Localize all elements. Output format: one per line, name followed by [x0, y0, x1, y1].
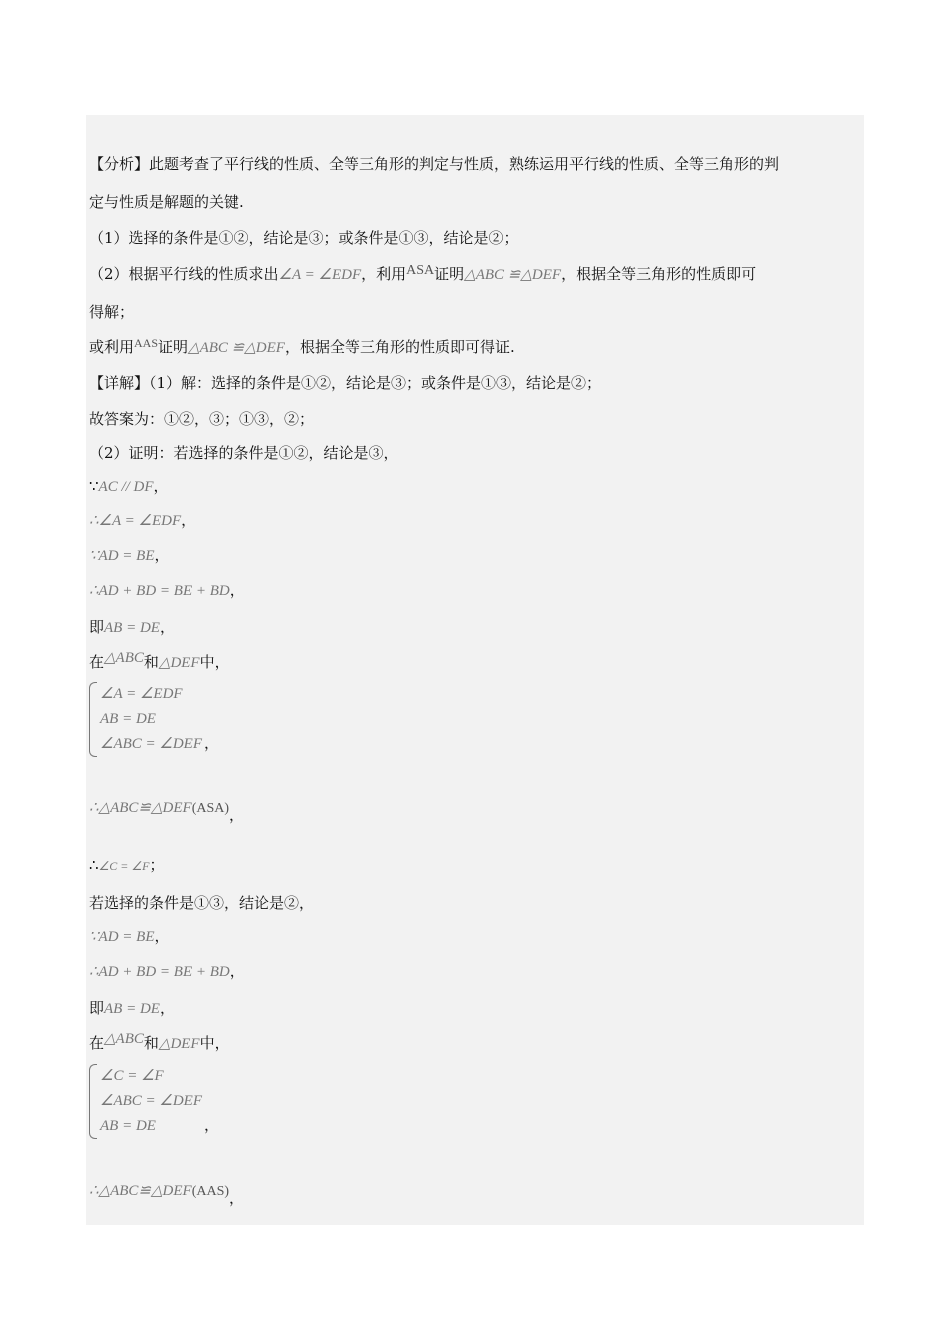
system-row: ∠C = ∠F: [100, 1068, 164, 1084]
detail-line-2: 故答案为：①②，③；①③，②；: [89, 410, 315, 428]
text: 或利用: [89, 338, 135, 356]
rule-label: (ASA): [191, 801, 230, 816]
text: ，: [229, 962, 245, 980]
text: ，: [229, 581, 245, 599]
system-row: AB = DE: [100, 1118, 156, 1134]
math-expression: △ABC: [104, 1031, 144, 1047]
text: ，: [181, 511, 197, 529]
math-expression: AC // DF: [98, 479, 154, 495]
left-brace: [89, 1064, 97, 1139]
left-brace: [89, 682, 97, 757]
text: ，: [229, 1189, 245, 1207]
text: ；: [149, 856, 165, 874]
math-expression: △ABC ≌△DEF: [188, 340, 285, 356]
analysis-line-5: 得解；: [89, 303, 135, 321]
text: ，利用: [361, 265, 407, 283]
proof-step: [89, 580, 245, 601]
analysis-line-2: 定与性质是解题的关键.: [89, 193, 244, 211]
analysis-line-6: [89, 337, 515, 358]
text: 和: [143, 653, 159, 671]
proof-step: [89, 545, 170, 566]
math-expression: △ABC: [104, 650, 144, 666]
math-expression: ∠C = ∠F: [98, 859, 150, 873]
analysis-line-1: 【分析】此题考查了平行线的性质、全等三角形的判定与性质，熟练运用平行线的性质、全等三角形的判: [89, 155, 780, 173]
math-expression: △ABC≌△DEF: [98, 800, 192, 816]
analysis-line-4: [89, 264, 756, 286]
therefore-symbol: ∴: [89, 800, 99, 816]
equation-system: [89, 682, 219, 757]
text: 证明: [434, 265, 465, 283]
math-expression: AD = BE: [98, 548, 155, 564]
equation-system: [89, 1064, 219, 1139]
text: ，: [204, 1116, 220, 1134]
text: ，: [154, 546, 170, 564]
text: 和: [143, 1034, 159, 1052]
proof-conclusion: [89, 1180, 245, 1207]
therefore-symbol: ∴: [89, 856, 99, 874]
system-row: ∠ABC = ∠DEF: [100, 1093, 203, 1109]
text: ，根据全等三角形的性质即可: [561, 265, 757, 283]
math-expression: AD = BE: [98, 929, 155, 945]
text: 在: [89, 1034, 105, 1052]
text: 在: [89, 653, 105, 671]
proof-step: [89, 926, 170, 947]
math-expression: AD + BD = BE + BD: [98, 583, 230, 599]
math-expression: ∠A = ∠EDF: [98, 513, 182, 529]
proof-step: [89, 617, 175, 638]
math-expression: AD + BD = BE + BD: [98, 964, 230, 980]
therefore-symbol: ∴: [89, 583, 99, 599]
therefore-symbol: ∴: [89, 513, 99, 529]
proof-step: [89, 476, 169, 497]
detail-line-1: 【详解】（1）解：选择的条件是①②，结论是③；或条件是①③，结论是②；: [89, 374, 602, 392]
text: ，: [229, 806, 245, 824]
math-expression: △DEF: [158, 1036, 200, 1052]
detail-line-4: 若选择的条件是①③，结论是②，: [89, 894, 315, 912]
text: 中，: [199, 1034, 230, 1052]
because-symbol: ∵: [89, 477, 99, 495]
math-expression: △ABC ≌△DEF: [464, 267, 562, 283]
text: ，: [154, 927, 170, 945]
system-row: AB = DE: [100, 711, 156, 727]
system-row: ∠A = ∠EDF: [100, 686, 183, 702]
text: ，: [204, 734, 220, 752]
because-symbol: ∵: [89, 548, 99, 564]
text: 即: [89, 618, 105, 636]
proof-step: [89, 1033, 230, 1054]
text: ，: [159, 618, 175, 636]
rule-label: (AAS): [191, 1184, 230, 1199]
text: 中，: [199, 653, 230, 671]
because-symbol: ∵: [89, 929, 99, 945]
therefore-symbol: ∴: [89, 964, 99, 980]
therefore-symbol: ∴: [89, 1183, 99, 1199]
math-expression: ASA: [406, 263, 435, 278]
math-expression: AB = DE: [104, 620, 160, 636]
system-row: ∠ABC = ∠DEF: [100, 736, 203, 752]
analysis-line-3: （1）选择的条件是①②，结论是③；或条件是①③，结论是②；: [89, 229, 519, 247]
math-expression: △DEF: [158, 655, 200, 671]
text: ，根据全等三角形的性质即可得证.: [284, 338, 515, 356]
text: （2）根据平行线的性质求出: [89, 265, 279, 283]
text: ，: [153, 477, 169, 495]
text: 即: [89, 999, 105, 1017]
proof-step: [89, 652, 230, 673]
text: 证明: [158, 338, 189, 356]
proof-step: [89, 961, 245, 982]
proof-step: [89, 998, 175, 1019]
proof-step: [89, 510, 196, 531]
proof-step: [89, 855, 165, 876]
math-expression: AAS: [134, 336, 159, 350]
math-expression: △ABC≌△DEF: [98, 1183, 192, 1199]
proof-conclusion: [89, 797, 245, 824]
math-expression: ∠A = ∠EDF: [278, 267, 362, 283]
text: ，: [159, 999, 175, 1017]
detail-line-3: （2）证明：若选择的条件是①②，结论是③，: [89, 444, 399, 462]
math-expression: AB = DE: [104, 1001, 160, 1017]
